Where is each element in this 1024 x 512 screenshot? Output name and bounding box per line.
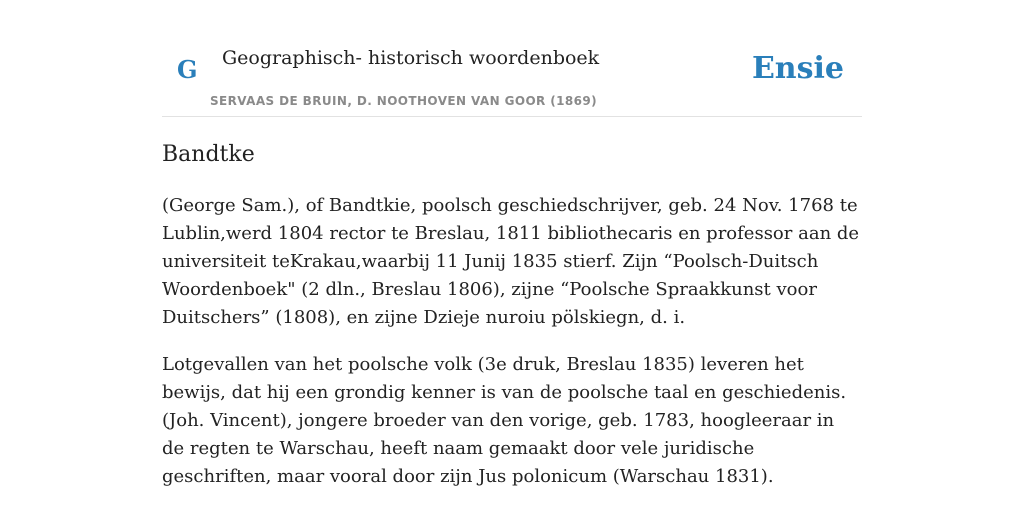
entry-paragraph: (George Sam.), of Bandtkie, poolsch geschiedschrijver, geb. 24 Nov. 1768 te Lublin,werd 1804 rector te Breslau, 1811 bibliothecaris en professor aan de universiteit teKrakau,waarbij 11 Junij 1835 stierf. Zijn “Poolsch-Duitsch Woordenboek" (2 dln., Breslau 1806), zijne “Poolsche Spraakkunst voor Duitschers” (1808), en zijne Dzieje nuroiu pölskiegn, d. i. (162, 195, 860, 328)
ensie-logo-link[interactable]: Ensie (751, 51, 844, 86)
book-header (162, 0, 862, 117)
entry-title: Bandtke (162, 142, 255, 167)
book-authors: SERVAAS DE BRUIN, D. NOOTHOVEN VAN GOOR (1869) (210, 94, 598, 108)
entry-paragraph: Lotgevallen van het poolsche volk (3e druk, Breslau 1835) leveren het bewijs, dat hij een grondig kenner is van de poolsche taal en geschiedenis.(Joh. Vincent), jongere broeder van den vorige, geb. 1783, hoogleeraar in de regten te Warschau, heeft naam gemaakt door vele juridische geschriften, maar vooral door zijn Jus polonicum (Warschau 1831). (162, 354, 847, 487)
entry-content (162, 192, 862, 510)
book-letter-logo[interactable]: G (177, 55, 198, 84)
book-title-link[interactable]: Geographisch- historisch woordenboek (222, 47, 600, 69)
